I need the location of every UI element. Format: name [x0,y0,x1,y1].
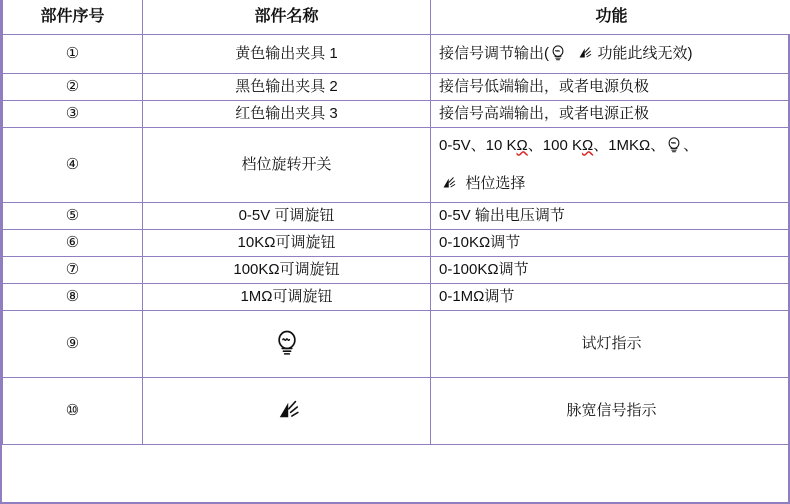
table-body [3,35,790,445]
table-row [3,203,790,230]
pulse-icon [575,44,593,62]
header-cell-index: 部件序号 [3,0,143,35]
range-text-b: 、100 K [527,136,582,154]
cell-name [143,311,431,378]
cell-function: 脉宽信号指示 [431,378,790,445]
cell-name: 黑色输出夹具 2 [143,74,431,101]
ohm-symbol-c: Ω [639,136,651,154]
cell-function: 0-100KΩ调节 [431,257,790,284]
cell-index: ⑤ [3,203,143,230]
gear-select-text: 档位选择 [465,175,526,192]
function-text-prefix: 接信号调节输出( [439,44,549,62]
cell-index: ② [3,74,143,101]
pulse-icon [439,174,457,192]
range-text-c: 、1MK [593,136,640,154]
cell-function: 0-1MΩ调节 [431,284,790,311]
ohm-symbol-a: Ω [516,136,528,154]
cell-name: 档位旋转开关 [143,128,431,203]
table-row [3,284,790,311]
cell-function: 0-10KΩ调节 [431,230,790,257]
table-row [3,128,790,203]
cell-index: ⑦ [3,257,143,284]
function-line-2 [439,173,784,196]
header-row [3,0,790,35]
bulb-icon [272,327,301,359]
table-row [3,230,790,257]
table-row [3,257,790,284]
cell-name: 黄色输出夹具 1 [143,35,431,74]
table-row [3,378,790,445]
cell-function: 0-5V 输出电压调节 [431,203,790,230]
spacer [567,45,575,62]
cell-function [431,128,790,203]
cell-index: ⑩ [3,378,143,445]
table-row [3,311,790,378]
cell-index: ⑨ [3,311,143,378]
cell-function: 试灯指示 [431,311,790,378]
cell-index: ⑥ [3,230,143,257]
cell-function: 接信号低端输出，或者电源负极 [431,74,790,101]
cell-name: 红色输出夹具 3 [143,101,431,128]
table-header [3,0,790,35]
table-row [3,101,790,128]
function-text-suffix: 功能此线无效) [593,44,693,62]
cell-name: 100KΩ可调旋钮 [143,257,431,284]
cell-index: ① [3,35,143,74]
range-text-d: 、 [650,136,666,154]
parts-table [2,0,790,445]
cell-index: ③ [3,101,143,128]
cell-name: 10KΩ可调旋钮 [143,230,431,257]
table-row [3,35,790,74]
range-text-e: 、 [683,136,699,154]
cell-index: ④ [3,128,143,203]
bulb-icon [665,136,683,154]
ohm-symbol-b: Ω [581,136,594,154]
bulb-icon [549,44,567,62]
cell-name: 0-5V 可调旋钮 [143,203,431,230]
pulse-icon [272,394,301,426]
function-line-1 [439,135,784,158]
cell-function: 接信号高端输出，或者电源正极 [431,101,790,128]
cell-function [431,35,790,74]
table-row [3,74,790,101]
range-text-a: 0-5V、10 K [439,136,517,154]
header-cell-function: 功能 [431,0,790,35]
cell-name [143,378,431,445]
header-cell-name: 部件名称 [143,0,431,35]
cell-name: 1MΩ可调旋钮 [143,284,431,311]
cell-index: ⑧ [3,284,143,311]
